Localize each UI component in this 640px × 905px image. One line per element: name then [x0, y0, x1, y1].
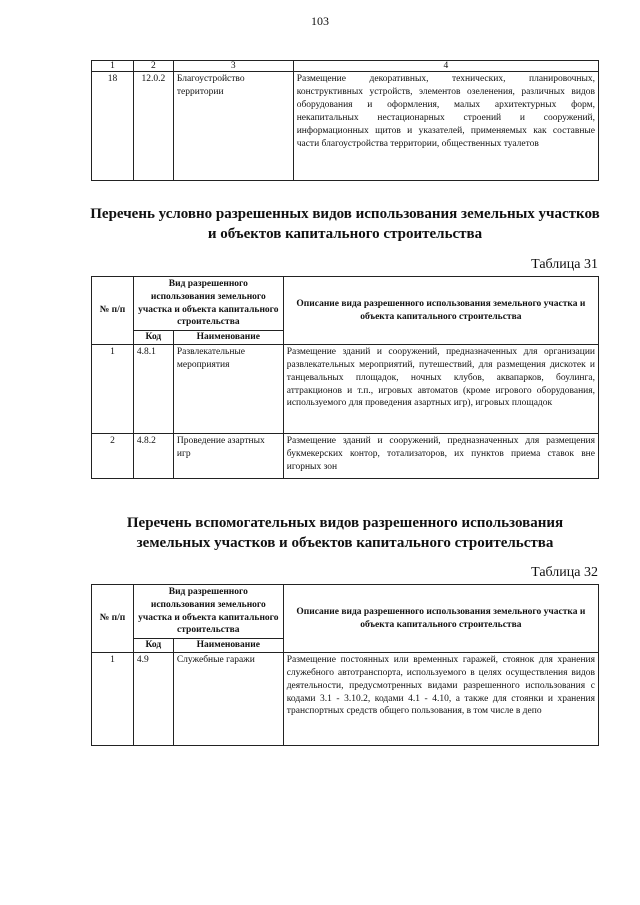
- header-description: Описание вида разрешенного использования земельного участка и объекта капитального строительства: [283, 277, 598, 345]
- row-number: 1: [92, 653, 134, 746]
- row-description: Размещение постоянных или временных гаражей, стоянок для хранения служебного автотранспорта, используемого в целях осуществления видов деятельности, предусмотренных видами разрешенного использования с кодами 3.1 - 3.10.2, кодами 4.1 - 4.10, а также для стоянки и хранения транспортных средств общего пользования, в том числе в депо: [283, 653, 598, 746]
- header-number: № п/п: [92, 277, 134, 345]
- row-code: 4.8.1: [133, 345, 173, 434]
- header-type-group: Вид разрешенного использования земельного участка и объекта капитального строительства: [133, 585, 283, 639]
- table-row: [92, 345, 599, 434]
- row-number: 1: [92, 345, 134, 434]
- header-number: № п/п: [92, 585, 134, 653]
- row-number: 18: [92, 72, 134, 181]
- table-header-row: [92, 585, 599, 639]
- header-code: Код: [133, 639, 173, 653]
- row-description: Размещение декоративных, технических, планировочных, конструктивных устройств, элементов озеленения, различных видов оборудования и оформления, малых архитектурных форм, некапитальных нестационарных строений и сооружений, информационных щитов и указателей, применяемых как составные части благоустройства территории, общественных туалетов: [293, 72, 598, 181]
- column-number-row: [92, 61, 599, 72]
- column-number: 4: [293, 61, 598, 72]
- page-number: 103: [311, 14, 329, 28]
- table-32: [91, 584, 599, 746]
- section-heading-conditional: Перечень условно разрешенных видов использования земельных участков и объектов капитального строительства: [90, 206, 600, 243]
- column-number: 1: [92, 61, 134, 72]
- table-row: [92, 653, 599, 746]
- row-name: Проведение азартных игр: [173, 434, 283, 479]
- section-heading-auxiliary: Перечень вспомогательных видов разрешенного использования земельных участков и объектов капитального строительства: [126, 515, 564, 552]
- column-number: 2: [133, 61, 173, 72]
- header-code: Код: [133, 331, 173, 345]
- row-name: Развлекательные мероприятия: [173, 345, 283, 434]
- table-31: [91, 276, 599, 479]
- row-name: Благоустройство территории: [173, 72, 293, 181]
- header-type-group: Вид разрешенного использования земельного участка и объекта капитального строительства: [133, 277, 283, 331]
- header-name: Наименование: [173, 331, 283, 345]
- table-caption-31: Таблица 31: [531, 257, 598, 272]
- row-number: 2: [92, 434, 134, 479]
- column-number: 3: [173, 61, 293, 72]
- table-header-row: [92, 277, 599, 331]
- header-description: Описание вида разрешенного использования земельного участка и объекта капитального строительства: [283, 585, 598, 653]
- row-code: 4.9: [133, 653, 173, 746]
- table-caption-32: Таблица 32: [531, 565, 598, 580]
- row-code: 12.0.2: [133, 72, 173, 181]
- table-row: [92, 434, 599, 479]
- row-code: 4.8.2: [133, 434, 173, 479]
- row-description: Размещение зданий и сооружений, предназначенных для организации развлекательных мероприятий, путешествий, для размещения дискотек и танцевальных площадок, ночных клубов, аквапарков, боулинга, аттракционов и т.п., игровых автоматов (кроме игрового оборудования, используемого для проведения азартных игр), игровых площадок: [283, 345, 598, 434]
- table-row: [92, 72, 599, 181]
- row-description: Размещение зданий и сооружений, предназначенных для размещения букмекерских контор, тотализаторов, их пунктов приема ставок вне игорных зон: [283, 434, 598, 479]
- row-name: Служебные гаражи: [173, 653, 283, 746]
- header-name: Наименование: [173, 639, 283, 653]
- continuation-table: [91, 60, 599, 181]
